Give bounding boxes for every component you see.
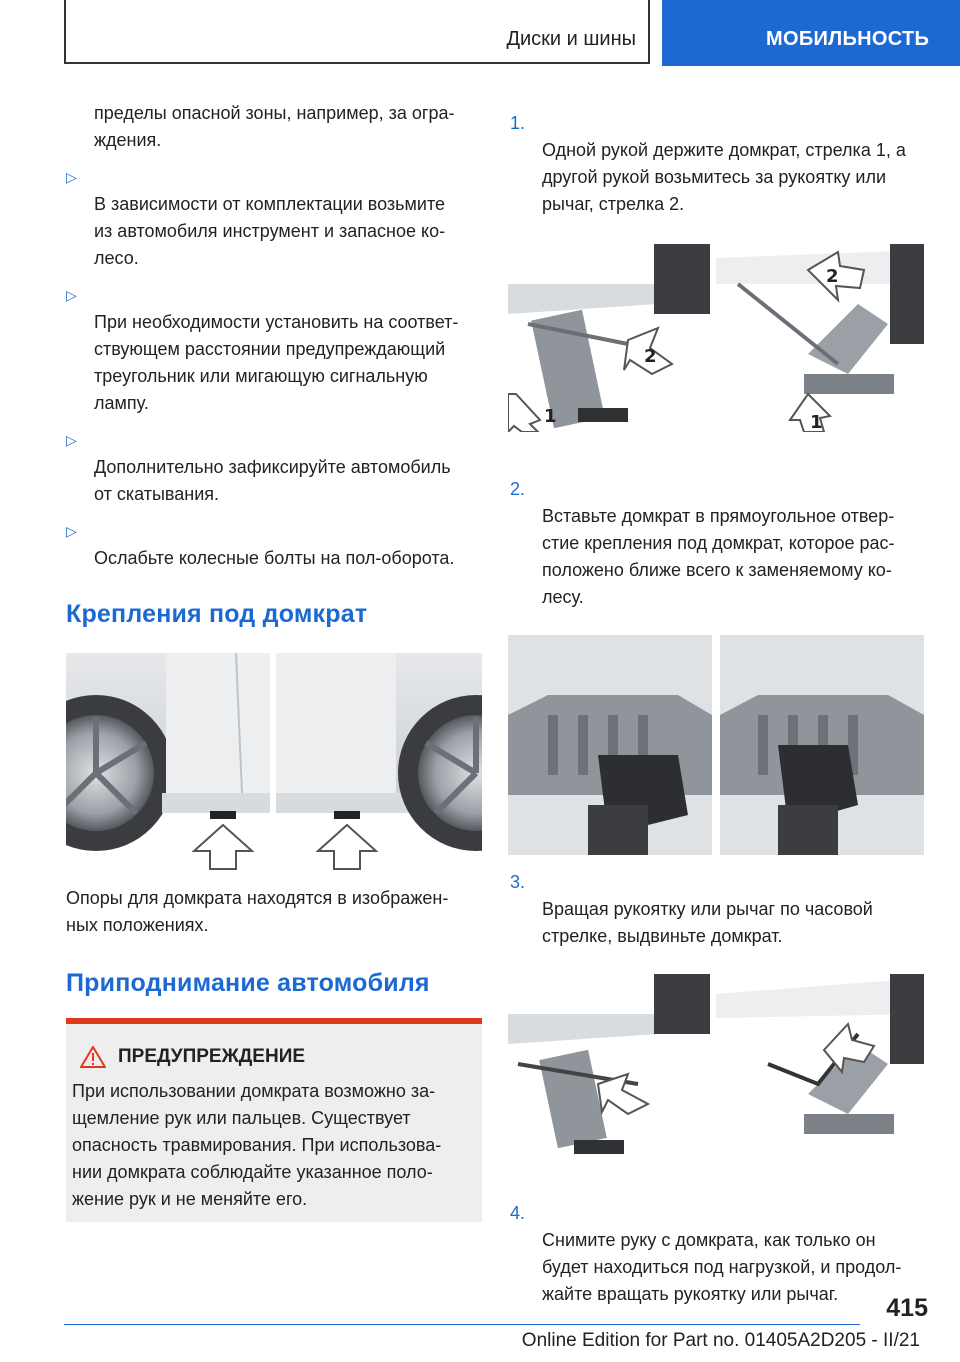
section-heading-jack-points: Крепления под домкрат: [66, 600, 368, 628]
footer-divider: [64, 1324, 860, 1325]
step-text: Вставьте домкрат в прямоугольное отвер- стие крепления под домкрат, которое рас- положено ближе всего к заменяемому ко- лесу.: [542, 506, 895, 607]
jack-socket-figure: [508, 635, 924, 855]
footer-edition: Online Edition for Part no. 01405A2D205 - II/21: [521, 1330, 920, 1351]
step-text: Вращая рукоятку или рычаг по часовой стрелке, выдвиньте домкрат.: [542, 899, 873, 946]
arrow-label: 1: [810, 412, 823, 432]
step-number: 3.: [510, 872, 526, 892]
section-heading-lifting: Приподнимание автомобиля: [66, 969, 430, 997]
triangle-bullet-icon: ▷: [66, 287, 77, 303]
warning-header: [80, 1046, 474, 1068]
step-item: [510, 110, 930, 218]
header-chapter-title: МОБИЛЬНОСТЬ: [766, 28, 930, 50]
bullet-item: [66, 164, 482, 272]
jack-socket-illustration: [508, 635, 924, 855]
right-column: [510, 110, 930, 1308]
step-number: 2.: [510, 479, 526, 499]
jack-crank-illustration: [508, 974, 924, 1160]
jack-points-caption: Опоры для домкрата находятся в изображен- ных положениях.: [66, 888, 449, 935]
bullet-text: Ослабьте колесные болты на пол-оборота.: [94, 548, 455, 568]
arrow-label: 1: [544, 406, 557, 427]
warning-box: [66, 1018, 482, 1222]
warning-text: При использовании домкрата возможно за- щемление рук или пальцев. Существует опасность травмирования. При использова- нии домкрата соблюдайте указанное поло- жение рук и не меняйте его.: [72, 1081, 442, 1209]
step-number: 1.: [510, 113, 526, 133]
bullet-text: Дополнительно зафиксируйте автомобиль от скатывания.: [94, 457, 451, 504]
step-item: [510, 1200, 930, 1308]
bullet-text: При необходимости установить на соответ- ствующем расстоянии предупреждающий треугольник или мигающую сигнальную лампу.: [94, 312, 459, 413]
page-number: 415: [886, 1294, 928, 1322]
bullet-text: В зависимости от комплектации возьмите из автомобиля инструмент и запасное ко- лесо.: [94, 194, 446, 268]
bullet-item: [66, 427, 482, 508]
triangle-bullet-icon: ▷: [66, 432, 77, 448]
arrow-label: 2: [826, 266, 839, 287]
step-text: Одной рукой держите домкрат, стрелка 1, а другой рукой возьмитесь за рукоятку или рычаг, стрелка 2.: [542, 140, 906, 214]
jack-hold-figure: [508, 244, 924, 432]
jack-points-illustration: [66, 653, 482, 871]
jack-points-figure: [66, 653, 482, 871]
left-column: [66, 100, 482, 1222]
step-text: Снимите руку с домкрата, как только он будет находиться под нагрузкой, и продол- жайте вращать рукоятку или рычаг.: [542, 1230, 902, 1304]
step-item: [510, 476, 930, 611]
warning-title: ПРЕДУПРЕЖДЕНИЕ: [118, 1046, 306, 1067]
header-section-tab: [64, 0, 650, 64]
step-item: [510, 869, 930, 950]
intro-text: пределы опасной зоны, например, за огра- ждения.: [94, 103, 455, 150]
bullet-item: [66, 518, 482, 572]
jack-hold-illustration: [508, 244, 924, 432]
bullet-item: [66, 282, 482, 417]
jack-crank-figure: [508, 974, 924, 1160]
triangle-bullet-icon: ▷: [66, 523, 77, 539]
step-number: 4.: [510, 1203, 526, 1223]
triangle-bullet-icon: ▷: [66, 169, 77, 185]
warning-triangle-icon: [80, 1046, 106, 1068]
header-section-title: Диски и шины: [506, 28, 636, 50]
arrow-label: 2: [644, 346, 657, 367]
header-chapter-tab: [662, 0, 960, 66]
